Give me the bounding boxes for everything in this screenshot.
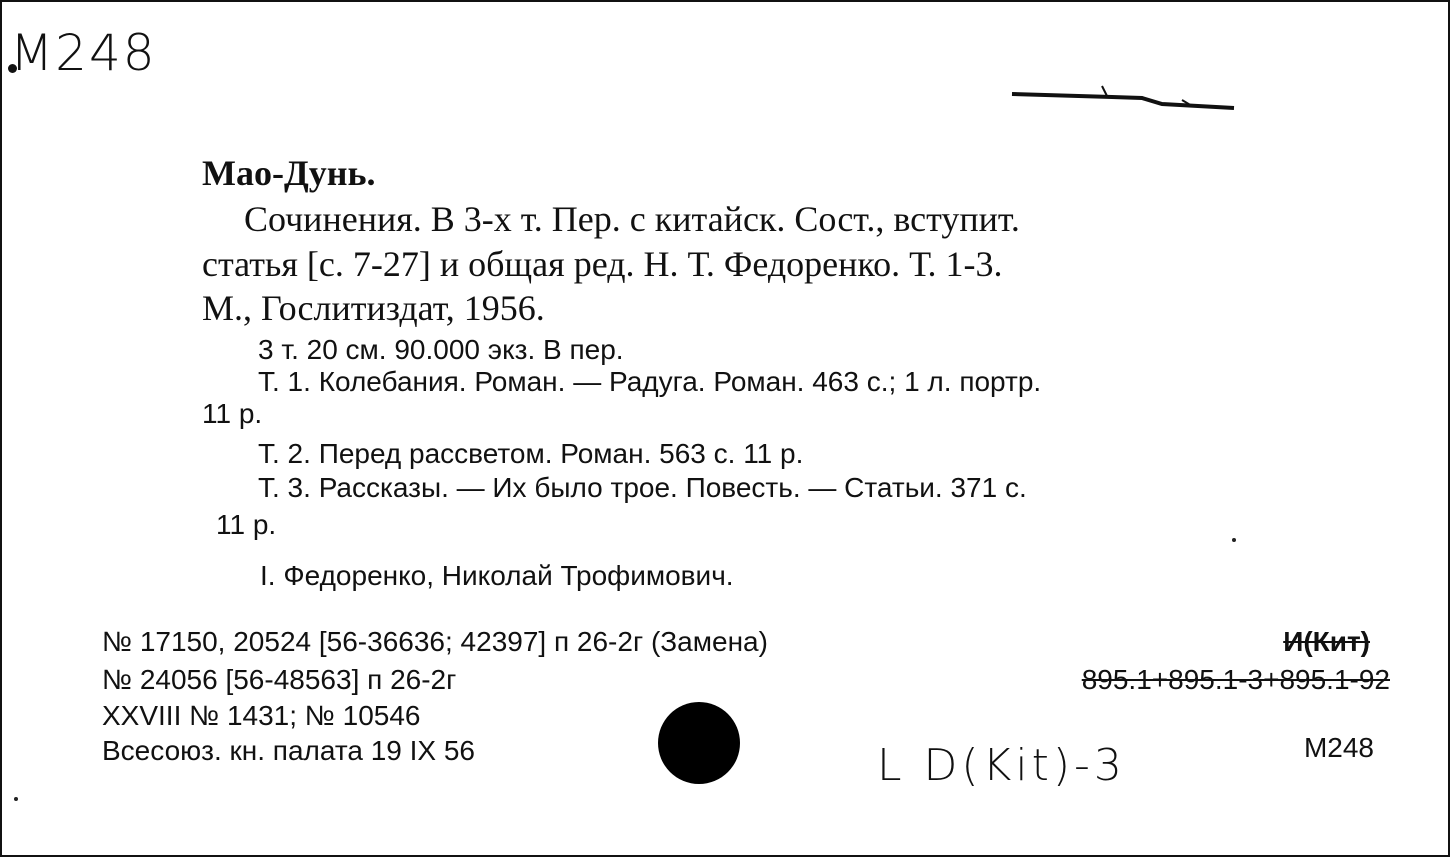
added-entry-tracing: I. Федоренко, Николай Трофимович. bbox=[260, 560, 734, 591]
handwritten-classification: L D(Kit)-3 bbox=[877, 740, 1126, 791]
body-line-2: статья [с. 7-27] и общая ред. Н. Т. Федоренко. Т. 1-3. bbox=[202, 244, 1003, 284]
index-struck: 895.1+895.1-3+895.1-92 bbox=[1081, 664, 1390, 695]
detail-line-6: 11 р. bbox=[216, 509, 277, 540]
registry-line-3: XXVIII № 1431; № 10546 bbox=[102, 700, 421, 731]
punch-hole bbox=[658, 702, 740, 784]
detail-line-5: Т. 3. Рассказы. — Их было трое. Повесть. — Статьи. 371 с. bbox=[258, 472, 1027, 503]
detail-line-1: 3 т. 20 см. 90.000 экз. В пер. bbox=[258, 334, 624, 365]
registry-line-2: № 24056 [56-48563] п 26-2г bbox=[102, 664, 457, 695]
handwritten-shelf-mark: М248 bbox=[10, 24, 157, 82]
call-number: М248 bbox=[1303, 732, 1374, 763]
detail-line-3: 11 р. bbox=[202, 398, 263, 429]
ink-speck bbox=[1232, 538, 1236, 542]
body-line-1: Сочинения. В 3-х т. Пер. с китайск. Сост., вступит. bbox=[244, 199, 1020, 239]
detail-line-4: Т. 2. Перед рассветом. Роман. 563 с. 11 р. bbox=[258, 438, 804, 469]
registry-line-4: Всесоюз. кн. палата 19 IX 56 bbox=[102, 735, 475, 766]
body-line-3: М., Гослитиздат, 1956. bbox=[202, 288, 545, 328]
classification-struck: И(Кит) bbox=[1283, 626, 1370, 657]
detail-line-2: Т. 1. Колебания. Роман. — Радуга. Роман. 463 с.; 1 л. портр. bbox=[258, 366, 1042, 397]
ink-speck bbox=[14, 797, 18, 801]
registry-line-1: № 17150, 20524 [56-36636; 42397] п 26-2г (Замена) bbox=[102, 626, 768, 657]
author-heading: Мао-Дунь. bbox=[202, 153, 376, 193]
